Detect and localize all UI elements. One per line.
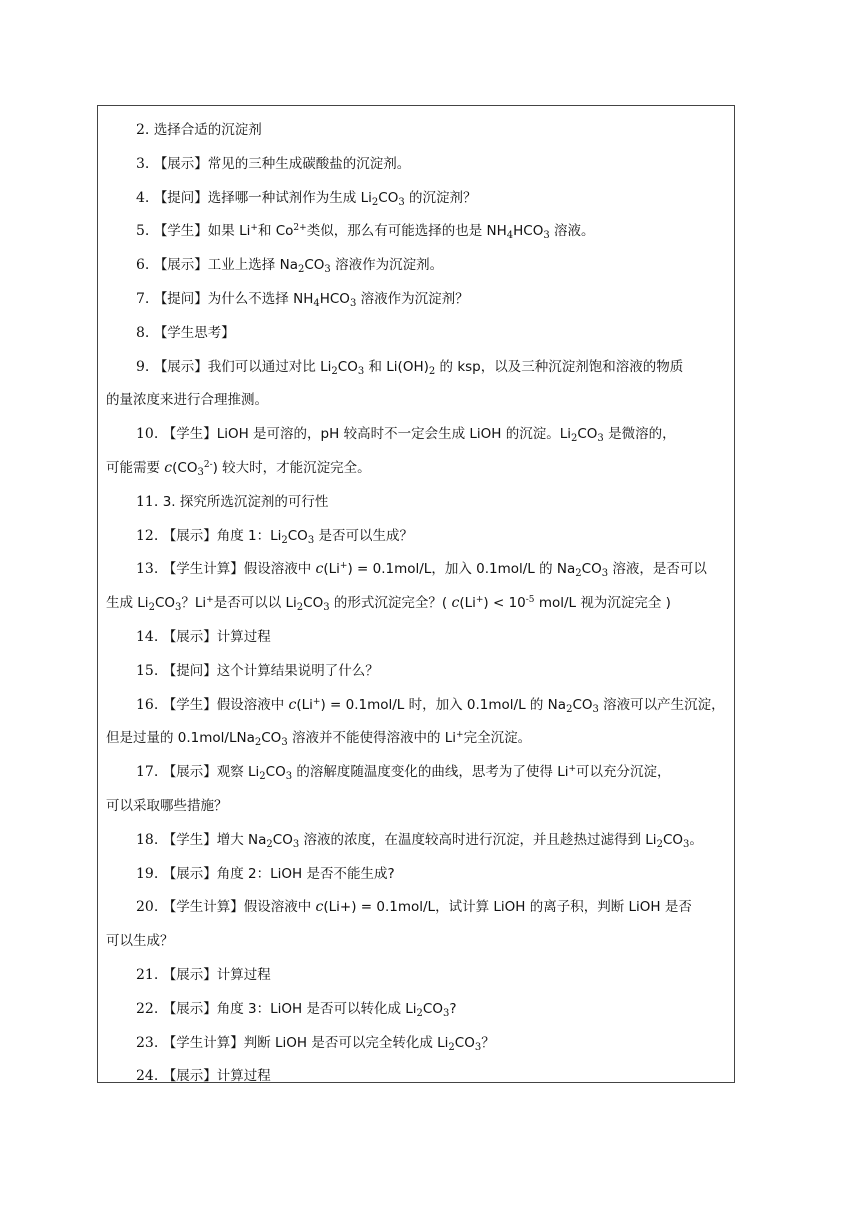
line-text: ) < 10 xyxy=(483,595,526,612)
line-number: 4. xyxy=(136,189,154,206)
line-text: 2 xyxy=(428,365,436,377)
text-line xyxy=(98,114,736,148)
line-text: CO xyxy=(287,527,308,544)
line-text: 的量浓度来进行合理推测。 xyxy=(106,392,268,409)
line-text: 3 xyxy=(398,196,405,208)
line-text: 2- xyxy=(203,459,213,470)
line-text: 可以生成？ xyxy=(106,933,174,950)
line-text: 溶液，是否可以 xyxy=(608,561,707,578)
line-text: 【展示】工业上选择 Na xyxy=(153,257,298,274)
line-text: 2 xyxy=(371,196,379,208)
line-text: 3 xyxy=(323,602,330,614)
line-number: 18. xyxy=(136,831,163,848)
line-text: 2 xyxy=(416,1007,423,1019)
line-text: 【展示】观察 Li xyxy=(162,764,260,781)
line-text: (Li+) = 0.1mol/L，试计算 LiOH 的离子积，判断 LiOH 是否 xyxy=(323,899,692,916)
line-text: 【学生计算】假设溶液中 xyxy=(162,899,316,916)
line-number: 22. xyxy=(136,1000,163,1017)
line-number: 24. xyxy=(136,1068,163,1085)
line-text: 4 xyxy=(313,297,320,309)
line-number: 8. xyxy=(136,324,154,341)
text-line xyxy=(98,689,736,723)
line-number: 17. xyxy=(136,764,163,781)
line-text: ？ xyxy=(481,1034,495,1051)
line-text: 2 xyxy=(297,264,305,276)
line-text: mol/L 视为沉淀完全 ) xyxy=(534,595,671,612)
line-text: 的沉淀剂？ xyxy=(404,189,477,206)
text-line xyxy=(98,351,736,385)
lesson-content xyxy=(98,114,736,1094)
line-text: ？Li xyxy=(181,595,207,612)
line-number: 7. xyxy=(136,290,154,307)
line-text: 3 xyxy=(307,534,315,546)
line-text: 溶液的浓度，在温度较高时进行沉淀，并且趁热过滤得到 Li xyxy=(299,831,657,848)
line-text: 溶液。 xyxy=(549,223,595,240)
line-text: 2 xyxy=(448,1041,455,1053)
line-text: 溶液可以产生沉淀， xyxy=(598,696,725,713)
text-line xyxy=(98,756,736,790)
text-line xyxy=(98,993,736,1027)
text-line xyxy=(98,215,736,249)
line-number: 12. xyxy=(136,527,163,544)
line-text: 3 xyxy=(357,365,365,377)
line-text: 3. 探究所选沉淀剂的可行性 xyxy=(162,493,329,510)
text-line xyxy=(98,722,736,756)
line-text: CO xyxy=(577,426,598,443)
line-text: 2 xyxy=(331,365,338,377)
line-number: 19. xyxy=(136,865,163,882)
line-text: 2 xyxy=(259,771,266,783)
line-text: ) 较大时，才能沉淀完全。 xyxy=(212,459,371,476)
line-text: 2 xyxy=(148,602,155,614)
line-number: 23. xyxy=(136,1034,163,1051)
line-number: 21. xyxy=(136,966,163,983)
line-text: 3 xyxy=(592,703,599,715)
line-text: 完全沉淀。 xyxy=(463,730,532,747)
line-text: CO xyxy=(304,257,325,274)
line-text: (Li xyxy=(296,696,313,713)
line-text: 【学生】增大 Na xyxy=(162,831,267,848)
line-number: 14. xyxy=(136,628,163,645)
line-number: 6. xyxy=(136,257,154,274)
line-text: 类似，那么有可能选择的也是 NH xyxy=(306,223,507,240)
line-text: 生成 Li xyxy=(106,595,149,612)
line-text: HCO xyxy=(513,223,544,240)
line-text: 【展示】计算过程 xyxy=(162,1068,271,1085)
text-line xyxy=(98,317,736,351)
line-text: (Li xyxy=(459,595,476,612)
text-line xyxy=(98,553,736,587)
line-text: 选择合适的沉淀剂 xyxy=(153,122,262,138)
line-text: 【提问】选择哪一种试剂作为生成 Li xyxy=(153,189,372,206)
line-text: + xyxy=(456,730,464,741)
line-text: 【学生】如果 Li xyxy=(153,223,251,240)
line-text: 3 xyxy=(281,737,288,749)
text-line xyxy=(98,790,736,824)
line-text: CO xyxy=(454,1034,475,1051)
line-text: HCO xyxy=(319,290,350,307)
line-text: 3 xyxy=(442,1007,450,1019)
line-text: CO xyxy=(337,358,358,375)
line-text: + xyxy=(568,764,577,775)
line-text: 溶液并不能使得溶液中的 Li xyxy=(287,730,457,747)
line-text: 3 xyxy=(543,230,550,242)
line-text: 【学生思考】 xyxy=(153,324,235,341)
line-text: 【学生计算】假设溶液中 xyxy=(162,561,316,578)
line-text: 是微溶的， xyxy=(603,426,676,443)
line-text: 2 xyxy=(296,602,304,614)
text-line xyxy=(98,959,736,993)
line-text: 【学生计算】判断 LiOH 是否可以完全转化成 Li xyxy=(162,1034,449,1051)
text-line xyxy=(98,384,736,418)
text-line xyxy=(98,1027,736,1061)
line-number: 2. xyxy=(136,122,154,138)
line-text: 的溶解度随温度变化的曲线，思考为了使得 Li xyxy=(292,764,569,781)
text-line xyxy=(98,452,736,486)
line-text: 【展示】我们可以通过对比 Li xyxy=(153,358,332,375)
line-text: 3 xyxy=(175,602,182,614)
text-line xyxy=(98,858,736,892)
line-text: 3 xyxy=(292,838,300,850)
line-text: 3 xyxy=(597,433,604,445)
line-text: CO xyxy=(154,595,176,612)
line-text: 3 xyxy=(683,838,690,850)
line-text: CO xyxy=(265,764,286,781)
line-text: 是否可以生成？ xyxy=(314,527,413,544)
line-text: 【展示】角度 3：LiOH 是否可以转化成 Li xyxy=(162,1000,417,1017)
line-text: c xyxy=(451,595,460,612)
line-number: 3. xyxy=(136,155,154,172)
line-number: 15. xyxy=(136,662,163,679)
line-text: CO xyxy=(303,595,324,612)
line-text: 3 xyxy=(285,771,293,783)
line-text: ) = 0.1mol/L 时，加入 0.1mol/L 的 Na xyxy=(320,696,567,713)
line-text: 可以采取哪些措施？ xyxy=(106,797,228,814)
line-number: 20. xyxy=(136,899,163,916)
line-text: 可以充分沉淀， xyxy=(576,764,671,781)
line-text: ) = 0.1mol/L，加入 0.1mol/L 的 Na xyxy=(347,561,576,578)
line-text: (Li xyxy=(323,561,340,578)
line-text: 【学生】LiOH 是可溶的，pH 较高时不一定会生成 LiOH 的沉淀。Li xyxy=(162,426,571,443)
line-text: 3 xyxy=(197,466,204,478)
line-text: CO xyxy=(261,730,282,747)
line-text: 是否可以以 Li xyxy=(213,595,297,612)
line-text: + xyxy=(312,696,321,707)
line-text: (CO xyxy=(172,459,198,476)
line-text: 2 xyxy=(254,737,262,749)
line-number: 5. xyxy=(136,223,154,240)
line-text: 2 xyxy=(570,433,578,445)
lesson-frame xyxy=(97,105,735,1083)
line-text: 3 xyxy=(601,568,609,580)
line-text: 【展示】计算过程 xyxy=(162,966,271,983)
text-line xyxy=(98,418,736,452)
text-line xyxy=(98,891,736,925)
line-text: CO xyxy=(422,1000,443,1017)
text-line xyxy=(98,182,736,216)
line-text: c xyxy=(288,696,297,713)
line-text: 3 xyxy=(474,1041,482,1053)
text-line xyxy=(98,621,736,655)
line-text: c xyxy=(315,561,324,578)
line-text: 的 ksp，以及三种沉淀剂饱和溶液的物质 xyxy=(435,358,684,375)
line-text: c xyxy=(164,459,173,476)
line-text: + xyxy=(475,595,484,606)
line-number: 10. xyxy=(136,426,163,443)
line-text: 。 xyxy=(689,831,703,848)
line-text: CO xyxy=(662,831,683,848)
line-text: CO xyxy=(572,696,593,713)
text-line xyxy=(98,486,736,520)
line-text: 【提问】为什么不选择 NH xyxy=(153,290,314,307)
line-text: 2 xyxy=(266,838,273,850)
line-text: 3 xyxy=(324,264,331,276)
line-text: CO xyxy=(378,189,399,206)
line-text: 3 xyxy=(349,297,357,309)
text-line xyxy=(98,655,736,689)
line-text: CO xyxy=(272,831,293,848)
text-line xyxy=(98,824,736,858)
line-text: CO xyxy=(581,561,602,578)
line-text: 【展示】计算过程 xyxy=(162,628,271,645)
line-text: + xyxy=(206,595,214,606)
line-text: 可能需要 xyxy=(106,459,165,476)
line-number: 13. xyxy=(136,561,163,578)
line-text: 和 Li(OH) xyxy=(364,358,429,375)
line-text: 溶液作为沉淀剂。 xyxy=(330,257,444,274)
line-text: 溶液作为沉淀剂？ xyxy=(356,290,469,307)
line-text: ? xyxy=(449,1000,457,1017)
line-number: 11. xyxy=(136,493,163,510)
text-line xyxy=(98,249,736,283)
line-text: -5 xyxy=(525,595,535,606)
line-text: + xyxy=(250,223,258,234)
line-text: 【学生】假设溶液中 xyxy=(162,696,289,713)
text-line xyxy=(98,925,736,959)
line-number: 9. xyxy=(136,358,154,375)
line-text: 4 xyxy=(506,230,514,242)
text-line xyxy=(98,520,736,554)
line-text: 【展示】角度 1：Li xyxy=(162,527,282,544)
line-text: + xyxy=(339,561,348,572)
line-text: 【展示】角度 2：LiOH 是否不能生成? xyxy=(162,865,395,882)
line-text: 2 xyxy=(656,838,663,850)
text-line xyxy=(98,283,736,317)
text-line xyxy=(98,1060,736,1094)
line-text: 但是过量的 0.1mol/LNa xyxy=(106,730,255,747)
line-text: c xyxy=(315,899,324,916)
line-text: 2 xyxy=(566,703,573,715)
line-text: 【提问】这个计算结果说明了什么？ xyxy=(162,662,379,679)
text-line xyxy=(98,148,736,182)
line-text: 和 Co xyxy=(257,223,294,240)
text-line xyxy=(98,587,736,621)
line-text: 的形式沉淀完全？( xyxy=(329,595,452,612)
line-number: 16. xyxy=(136,696,163,713)
line-text: 2 xyxy=(281,534,288,546)
line-text: 2+ xyxy=(293,223,307,234)
line-text: 2 xyxy=(575,568,582,580)
line-text: 【展示】常见的三种生成碳酸盐的沉淀剂。 xyxy=(153,155,411,172)
